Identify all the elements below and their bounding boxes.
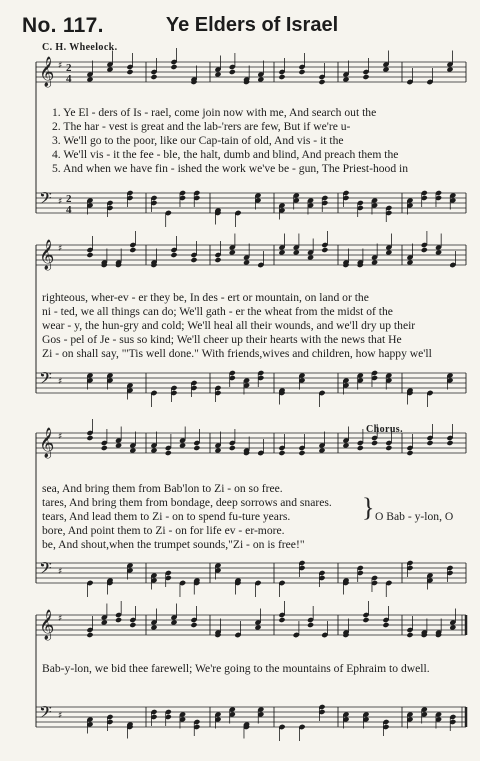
svg-text:♯: ♯ [58, 244, 63, 254]
chorus-label: Chorus. [366, 424, 403, 435]
svg-text:2: 2 [66, 62, 72, 74]
lyric-line: Bab-y-lon, we bid thee farewell; We're going to the mountains of Ephraim to dwell. [42, 662, 430, 675]
svg-text:𝄢: 𝄢 [39, 558, 52, 582]
svg-text:𝄞: 𝄞 [39, 610, 55, 640]
lyric-line: 1. Ye El - ders of Is - rael, come join now with me, And search out the [52, 106, 377, 119]
lyric-line: 4. We'll vis - it the fee - ble, the halt, dumb and blind, And preach them the [52, 148, 399, 161]
lyric-line: wear - y, the hun-gry and cold; We'll heal all their wounds, and we'll dry up their [42, 319, 416, 332]
lyric-line: 2. The har - vest is great and the lab-'rers are few, But if we're u- [52, 120, 351, 133]
svg-text:𝄢: 𝄢 [39, 368, 52, 392]
lyric-line: sea, And bring them from Bab'lon to Zi - on so free. [42, 482, 283, 495]
lyric-line: righteous, wher-ev - er they be, In des - ert or mountain, on land or the [42, 291, 369, 304]
svg-text:♯: ♯ [58, 711, 63, 721]
lyric-line: bore, And point them to Zi - on for life ev - er-more. [42, 524, 285, 537]
composer-credit: C. H. Wheelock. [42, 42, 118, 53]
lyric-line: tares, And bring them from bondage, deep sorrows and snares. [42, 496, 332, 509]
svg-text:𝄞: 𝄞 [39, 57, 55, 87]
svg-text:♯: ♯ [58, 61, 63, 71]
svg-text:4: 4 [66, 204, 72, 216]
svg-text:♯: ♯ [58, 614, 63, 624]
hymn-number: No. 117. [22, 14, 104, 37]
lyric-line: 5. And when we have fin - ished the work we've be - gun, The Priest-hood in [52, 162, 409, 175]
svg-text:𝄢: 𝄢 [39, 702, 52, 726]
svg-text:♯: ♯ [58, 432, 63, 442]
svg-text:♯: ♯ [58, 567, 63, 577]
lyric-line: Gos - pel of Je - sus so kind; We'll cheer up their hearts with the news that He [42, 333, 402, 346]
chorus-lyric: O Bab - y-lon, O [375, 510, 454, 523]
svg-text:♯: ♯ [58, 197, 63, 207]
svg-text:𝄢: 𝄢 [39, 188, 52, 212]
lyric-line: ni - ted, we all things can do; We'll gath - er the wheat from the midst of the [42, 305, 393, 318]
hymn-title: Ye Elders of Israel [165, 14, 339, 36]
svg-text:𝄞: 𝄞 [39, 240, 55, 270]
verse-bracket: } [362, 493, 375, 522]
lyric-line: Zi - on shall say, "'Tis well done." With friends,wives and children, how happy we'll [42, 347, 432, 360]
svg-text:2: 2 [66, 193, 72, 205]
lyric-line: be, And shout,when the trumpet sounds,"Zi - on is free!" [42, 538, 305, 551]
svg-text:𝄞: 𝄞 [39, 428, 55, 458]
lyric-line: tears, And lead them to Zi - on to spend fu-ture years. [42, 510, 291, 523]
svg-text:4: 4 [66, 73, 72, 85]
svg-text:♯: ♯ [58, 377, 63, 387]
lyric-line: 3. We'll go to the poor, like our Cap-tain of old, And vis - it the [52, 134, 344, 147]
